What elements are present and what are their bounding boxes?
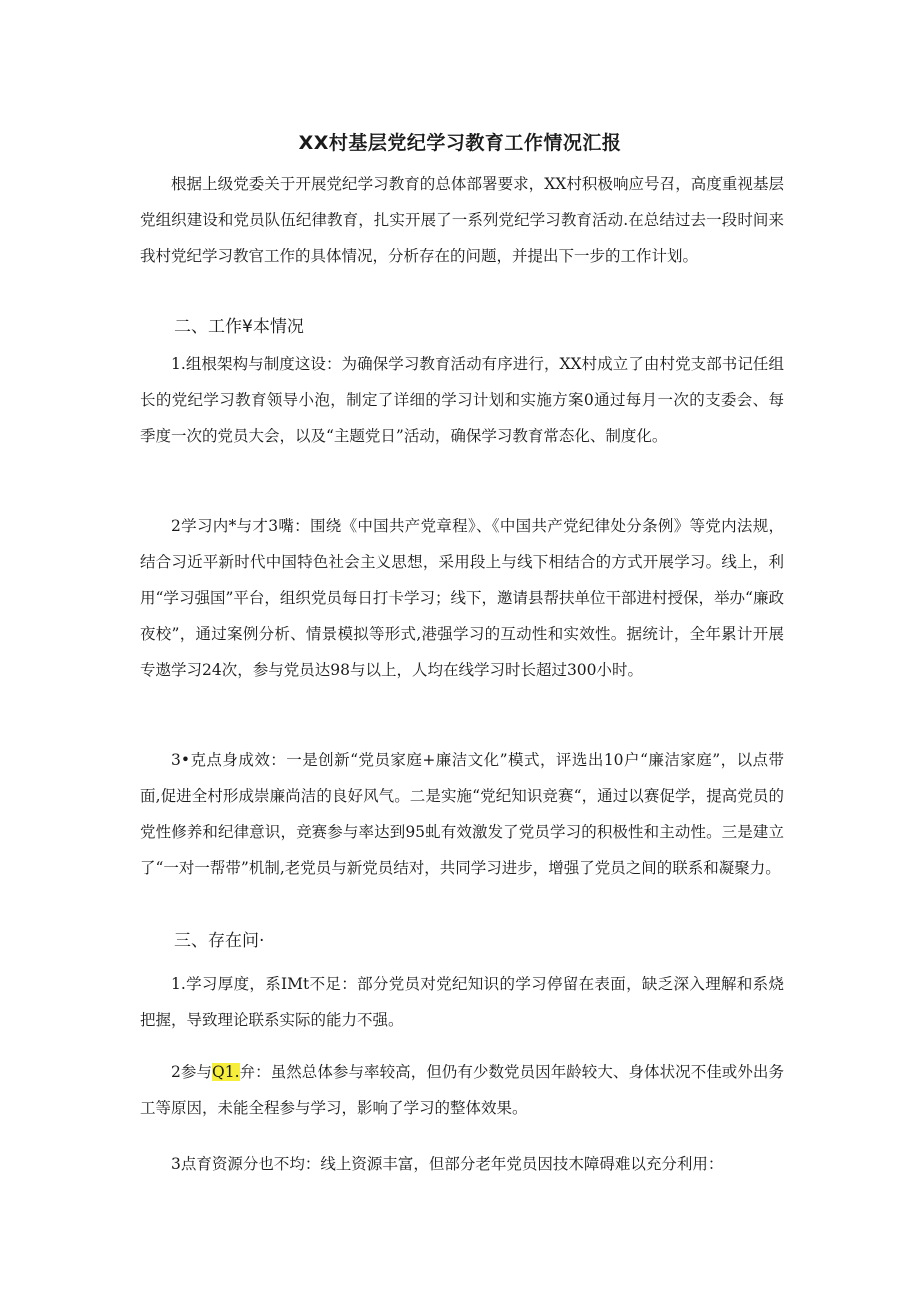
problem-participation-body: 弁：虽然总体参与率较高，但仍有少数党员因年龄较大、身体状况不佳或外出务工等原因，未能全程参与学习，影响了学习的整体效果。 [140, 1063, 784, 1117]
paragraph-problem-depth: 1.学习厚度，系IMt不足：部分党员对党纪知识的学习停留在表面，缺乏深入理解和系烧把握，导致理论联系实际的能力不强。 [140, 975, 784, 1029]
paragraph-problem-resources: 3点育资源分也不均：线上资源丰富，但部分老年党员因技木障碍难以充分利用： [171, 1155, 724, 1173]
highlighted-text: Q1. [212, 1063, 240, 1081]
paragraph-organization: 1.组根架构与制度这设：为确保学习教育活动有序进行，XX村成立了由村党支部书记任组长的党纪学习教育领导小泡，制定了详细的学习计划和实施方案0通过每月一次的支委会、每季度一次的党员大会，以及“主题党日”活动，确保学习教育常态化、制度化。 [140, 355, 784, 445]
section-heading-work-status: 二、工作¥本情况 [174, 317, 304, 337]
intro-paragraph: 根据上级党委关于开展党纪学习教育的总体部署要求，XX村积极响应号召，高度重视基层党组织建设和党员队伍纪律教育，扎实开展了一系列党纪学习教育活动.在总结过去一段时间来我村党纪学习教官工作的具体情况，分析存在的问题，并提出下一步的工作计划。 [140, 175, 784, 265]
paragraph-problem-participation [140, 1054, 784, 1126]
paragraph-results: 3•克点身成效：一是创新“党员家庭+廉洁文化”模式，评选出10户“廉洁家庭”，以点带面,促进全村形成崇廉尚洁的良好风气。二是实施“党纪知识竞赛“，通过以赛促学，提高党员的党性修养和纪律意识，竞赛参与率达到95虬有效激发了党员学习的积极性和主动性。三是建立了“一对一帮带”机制,老党员与新党员结对，共同学习进步，增强了党员之间的联系和凝聚力。 [140, 751, 784, 877]
paragraph-study-content: 2学习内*与才3嘴：围绕《中国共产党章程》、《中国共产党纪律处分条例》等党内法规，结合习近平新时代中国特色社会主义思想，采用段上与线下相结合的方式开展学习。线上，利用“学习强国”平台，组织党员每日打卡学习；线下，邀请县帮扶单位干部进村授保，举办“廉政夜校”，通过案例分析、情景模拟等形式,港强学习的互动性和实效性。据统计，全年累计开展专遨学习24次，参与党员达98与以上，人均在线学习时长超过300小时。 [140, 517, 784, 679]
document-title: XX村基层党纪学习教育工作情况汇报 [298, 132, 622, 154]
section-heading-problems: 三、存在问· [174, 931, 265, 951]
problem-participation-prefix: 2参与 [171, 1063, 213, 1081]
